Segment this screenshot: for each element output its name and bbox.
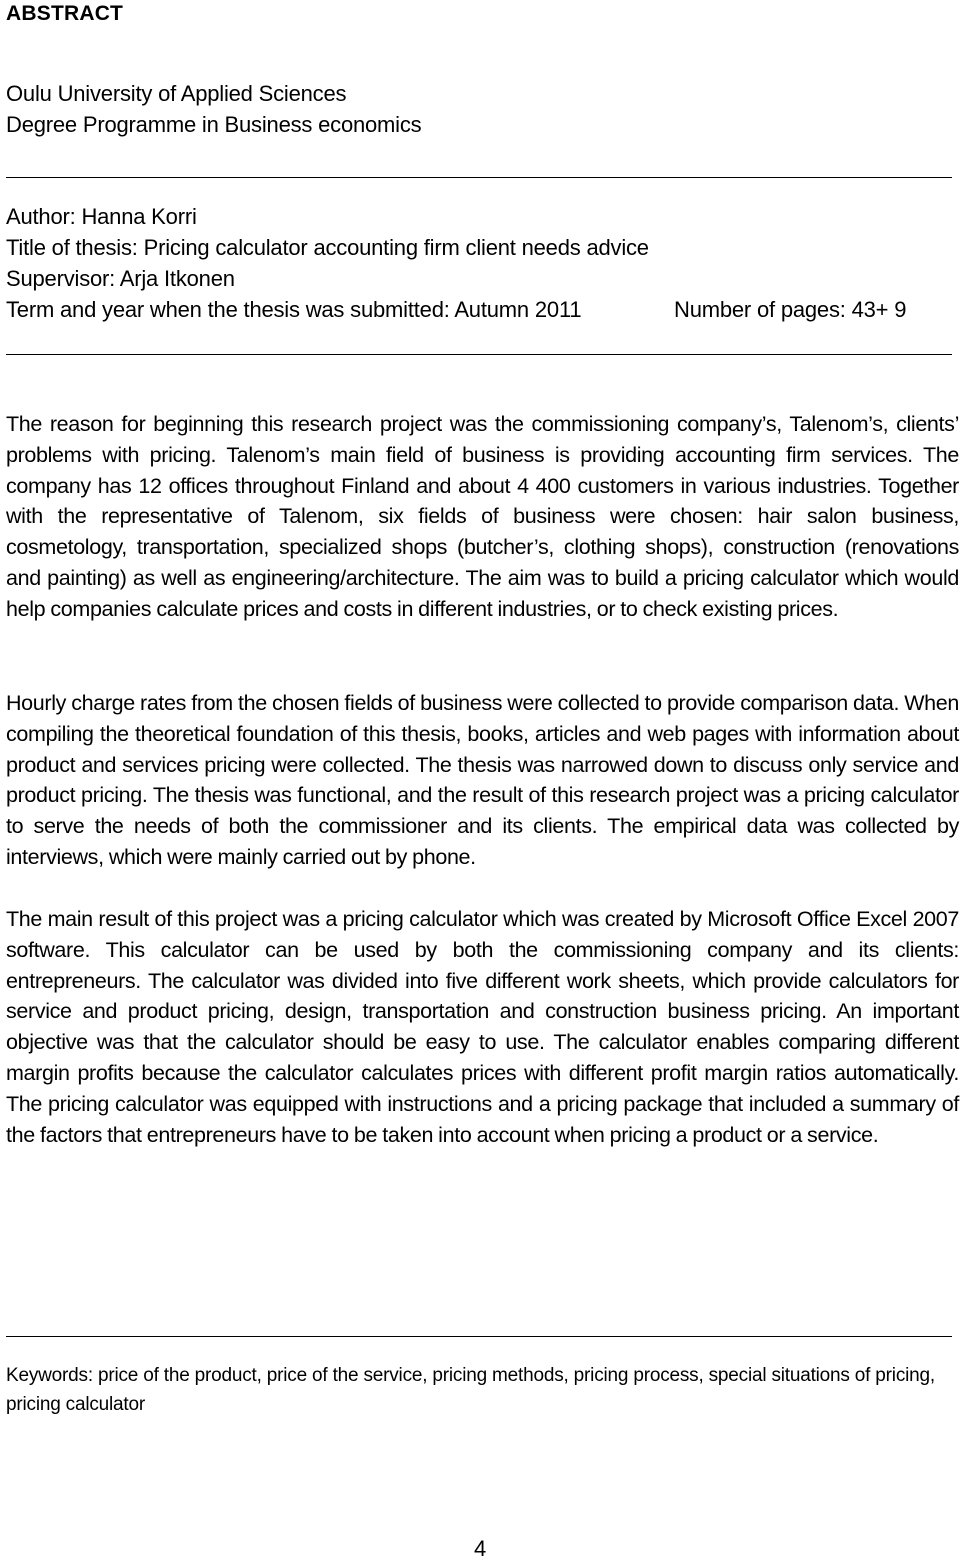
submission-term: Term and year when the thesis was submitted: Autumn 2011 bbox=[6, 297, 582, 322]
abstract-paragraph-2: Hourly charge rates from the chosen fields of business were collected to provide comparison data. When compiling the theoretical foundation of this thesis, books, articles and web pages with information about product and services pricing were collected. The thesis was narrowed down to discuss only service and product pricing. The thesis was functional, and the result of this research project was a pricing calculator to serve the needs of both the commissioner and its clients. The empirical data was collected by interviews, which were mainly carried out by phone. bbox=[6, 691, 959, 869]
keywords: Keywords: price of the product, price of the service, pricing methods, pricing process, special situations of pricing, pricing calculator bbox=[6, 1365, 935, 1415]
page-count: Number of pages: 43+ 9 bbox=[674, 297, 907, 322]
divider-top bbox=[6, 177, 952, 178]
divider-bottom bbox=[6, 1336, 952, 1337]
author-line: Author: Hanna Korri bbox=[6, 204, 197, 229]
abstract-paragraph-1: The reason for beginning this research project was the commissioning company’s, Talenom’s, clients’ problems with pricing. Talenom’s main field of business is providing accounting firm services. The company has 12 offices throughout Finland and about 4 400 customers in various industries. Together with the representative of Talenom, six fields of business were chosen: hair salon business, cosmetology, transportation, specialized shops (butcher’s, clothing shops), construction (renovations and painting) as well as engineering/architecture. The aim was to build a pricing calculator which would help companies calculate prices and costs in different industries, or to check existing prices. bbox=[6, 412, 959, 621]
university-name: Oulu University of Applied Sciences bbox=[6, 81, 347, 106]
degree-programme: Degree Programme in Business economics bbox=[6, 112, 422, 137]
supervisor-line: Supervisor: Arja Itkonen bbox=[6, 266, 235, 291]
abstract-paragraph-3: The main result of this project was a pricing calculator which was created by Microsoft Office Excel 2007 software. This calculator can be used by both the commissioning company and its clients: entrepreneurs. The calculator was divided into five different work sheets, which provide calculators for service and product pricing, design, transportation and construction business pricing. An important objective was that the calculator should be easy to use. The calculator enables comparing different margin profits because the calculator calculates prices with different profit margin ratios automatically. The pricing calculator was equipped with instructions and a pricing package that included a summary of the factors that entrepreneurs have to be taken into account when pricing a product or a service. bbox=[6, 907, 959, 1147]
abstract-heading: ABSTRACT bbox=[6, 2, 124, 25]
term-and-pages-row bbox=[6, 294, 952, 325]
divider-middle bbox=[6, 354, 952, 355]
thesis-title-line: Title of thesis: Pricing calculator accounting firm client needs advice bbox=[6, 235, 649, 260]
page-number: 4 bbox=[474, 1536, 487, 1561]
